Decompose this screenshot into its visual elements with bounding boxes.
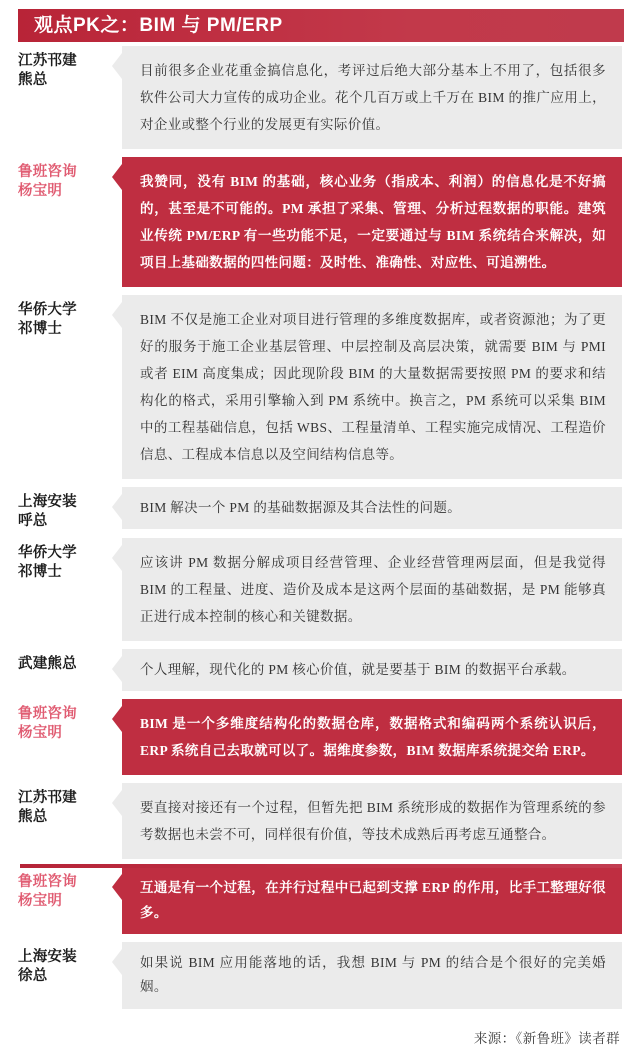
speech-bubble: BIM 解决一个 PM 的基础数据源及其合法性的问题。: [122, 487, 622, 529]
speaker-name: [18, 783, 112, 826]
speaker-name-line: 杨宝明: [18, 724, 63, 741]
speech-bubble: BIM 不仅是施工企业对项目进行管理的多维度数据库，或者资源池；为了更好的服务于施工企业基层管理、中层控制及高层决策，就需要 BIM 与 PMI 或者 EIM 高度集成；因此现阶段 BIM 的大量数据需要按照 PM 的要求和结构化的格式，采用引擎输入到 PM 系统中。换言之，PM 系统可以采集 BIM 中的工程基础信息，包括 WBS、工程量清单、工程实施完成情况、工程造价信息、工程成本信息以及空间结构信息等。: [122, 295, 622, 479]
speaker-name-line: 熊总: [18, 71, 48, 88]
bubble-tail-icon: [112, 302, 122, 328]
speaker-name: [18, 649, 112, 674]
speech-bubble: 互通是有一个过程，在并行过程中已起到支撑 ERP 的作用，比手工整理好很多。: [122, 867, 622, 934]
conversation-row: [18, 867, 622, 934]
speech-bubble-shell: [112, 46, 622, 149]
speaker-name-line: 呼总: [18, 512, 48, 529]
conversation-row: [18, 538, 622, 641]
speaker-name: [18, 487, 112, 530]
speaker-name-line: 祁博士: [18, 563, 63, 580]
speech-bubble-shell: [112, 157, 622, 287]
speaker-name-line: 江苏邗建: [18, 790, 77, 807]
conversation-row: [18, 942, 622, 1009]
conversation-row: [18, 157, 622, 287]
speech-bubble-shell: [112, 867, 622, 934]
speaker-name: [18, 699, 112, 742]
header: [0, 0, 640, 42]
speech-bubble-shell: [112, 487, 622, 529]
speaker-name: [18, 46, 112, 89]
bubble-tail-icon: [112, 790, 122, 816]
speaker-name: [18, 538, 112, 581]
speaker-name: [18, 157, 112, 200]
speaker-name-line: 华侨大学: [18, 545, 77, 562]
speech-bubble: 目前很多企业花重金搞信息化，考评过后绝大部分基本上不用了，包括很多软件公司大力宣传的成功企业。花个几百万或上千万在 BIM 的推广应用上，对企业或整个行业的发展更有实际价值。: [122, 46, 622, 149]
speaker-name: [18, 867, 112, 910]
speech-bubble-shell: [112, 699, 622, 775]
speech-bubble-shell: [112, 538, 622, 641]
conversation-row: [18, 783, 622, 859]
speaker-name: [18, 942, 112, 985]
conversation-row: [18, 487, 622, 530]
speaker-name-line: 江苏邗建: [18, 53, 77, 69]
speaker-name-line: 鲁班咨询: [18, 706, 77, 723]
conversation-row: [18, 295, 622, 479]
speech-bubble-shell: [112, 295, 622, 479]
speech-bubble: 如果说 BIM 应用能落地的话，我想 BIM 与 PM 的结合是个很好的完美婚姻。: [122, 942, 622, 1009]
bubble-tail-icon: [112, 949, 122, 975]
speaker-name: [18, 295, 112, 338]
source-attribution: 来源：《新鲁班》读者群: [473, 1030, 620, 1046]
speaker-name-line: 武建熊总: [18, 656, 77, 673]
speaker-name-line: 上海安装: [18, 494, 77, 510]
speaker-name-line: 鲁班咨询: [18, 164, 77, 180]
page-title: 观点PK之：BIM 与 PM/ERP: [34, 15, 283, 36]
speaker-name-line: 华侨大学: [18, 302, 77, 318]
speaker-name-line: 杨宝明: [18, 182, 63, 199]
bubble-tail-icon: [112, 706, 122, 732]
speech-bubble: 我赞同，没有 BIM 的基础，核心业务（指成本、利润）的信息化是不好搞的，甚至是不可能的。PM 承担了采集、管理、分析过程数据的职能。建筑业传统 PM/ERP 有一些功能不足，一定要通过与 BIM 系统结合来解决，如项目上基础数据的四性问题：及时性、准确性、对应性、可追溯性。: [122, 157, 622, 287]
bubble-tail-icon: [112, 874, 122, 900]
speech-bubble-shell: [112, 783, 622, 859]
conversation-row: [18, 46, 622, 149]
speaker-name-line: 上海安装: [18, 948, 77, 965]
speaker-name-line: 徐总: [18, 967, 48, 984]
speaker-name-line: 杨宝明: [18, 892, 63, 909]
bottom-divider: [20, 864, 622, 868]
bubble-tail-icon: [112, 53, 122, 79]
bubble-tail-icon: [112, 494, 122, 520]
conversation-row: [18, 699, 622, 775]
bubble-tail-icon: [112, 164, 122, 190]
bubble-tail-icon: [112, 545, 122, 571]
header-bar: [18, 9, 624, 42]
speaker-name-line: 熊总: [18, 808, 48, 825]
speech-bubble: BIM 是一个多维度结构化的数据仓库，数据格式和编码两个系统认识后，ERP 系统自己去取就可以了。据维度参数，BIM 数据库系统提交给 ERP。: [122, 699, 622, 775]
speech-bubble: 应该讲 PM 数据分解成项目经营管理、企业经营管理两层面，但是我觉得 BIM 的工程量、进度、造价及成本是这两个层面的基础数据，是 PM 能够真正进行成本控制的核心和关键数据。: [122, 538, 622, 641]
speech-bubble-shell: [112, 942, 622, 1009]
conversation-row: [18, 649, 622, 691]
speech-bubble: 要直接对接还有一个过程，但暂先把 BIM 系统形成的数据作为管理系统的参考数据也未尝不可，同样很有价值，等技术成熟后再考虑互通整合。: [122, 783, 622, 859]
speech-bubble: 个人理解，现代化的 PM 核心价值，就是要基于 BIM 的数据平台承载。: [122, 649, 622, 691]
speech-bubble-shell: [112, 649, 622, 691]
speaker-name-line: 鲁班咨询: [18, 874, 77, 891]
speaker-name-line: 祁博士: [18, 320, 63, 337]
bubble-tail-icon: [112, 656, 122, 682]
